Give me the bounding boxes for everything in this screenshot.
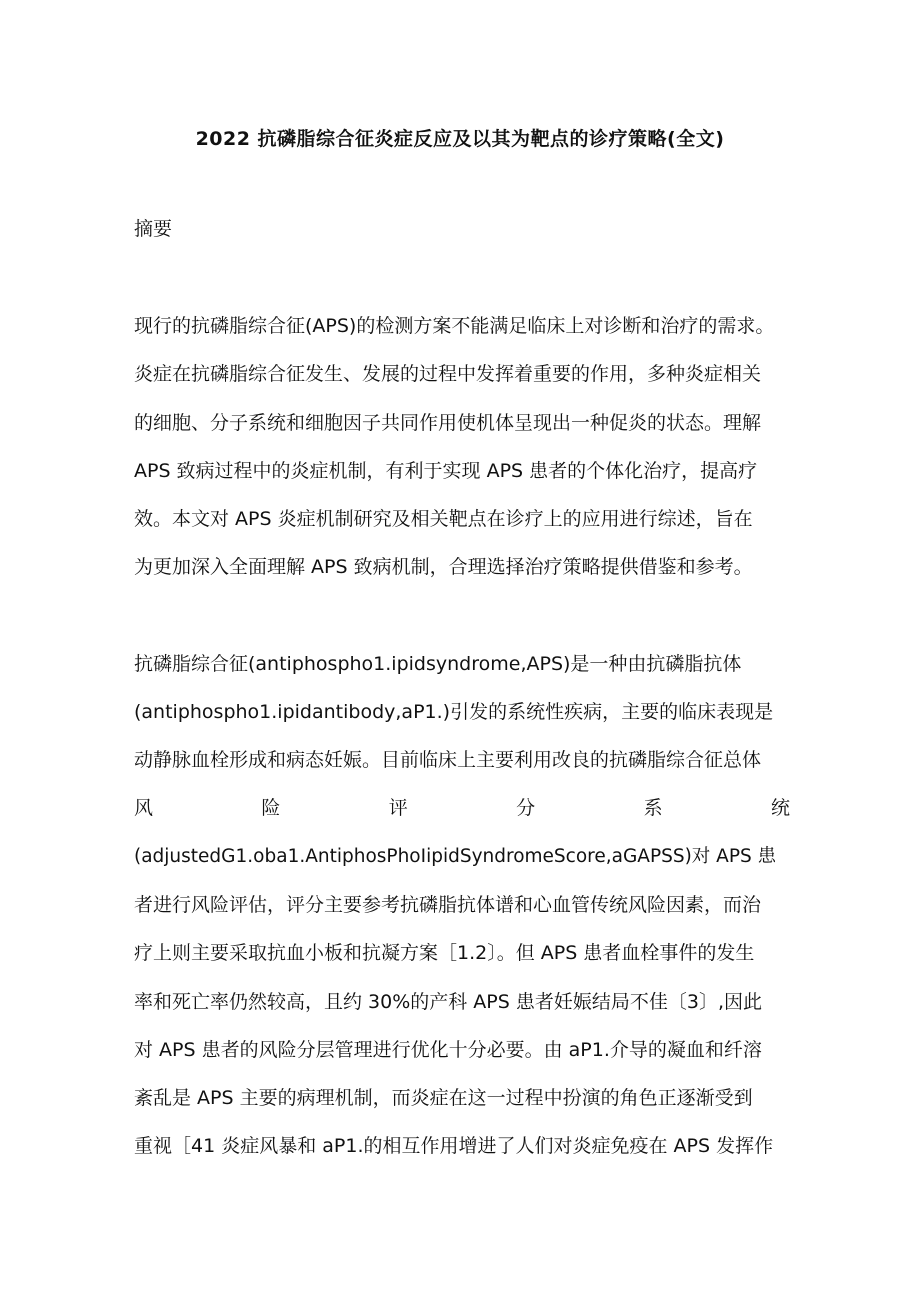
justified-word: 统 bbox=[770, 797, 790, 819]
paragraph-line: 现行的抗磷脂综合征(APS)的检测方案不能满足临床上对诊断和治疗的需求。 bbox=[134, 315, 775, 337]
paragraph-line: 为更加深入全面理解 APS 致病机制，合理选择治疗策略提供借鉴和参考。 bbox=[134, 556, 753, 578]
justified-word: 系 bbox=[643, 797, 663, 819]
paragraph-line: (adjustedG1.oba1.AntiphosPhoIipidSyndromeScore,aGAPSS)对 APS 患 bbox=[134, 846, 777, 867]
paragraph-line: 率和死亡率仍然较高，且约 30%的产科 APS 患者妊娠结局不佳〔3〕,因此 bbox=[134, 991, 762, 1013]
justified-word: 分 bbox=[516, 797, 536, 819]
paragraph-line: 对 APS 患者的风险分层管理进行优化十分必要。由 aP1.介导的凝血和纤溶 bbox=[134, 1039, 762, 1061]
paragraph-line: 效。本文对 APS 炎症机制研究及相关靶点在诊疗上的应用进行综述，旨在 bbox=[134, 508, 753, 530]
paragraph-line: 者进行风险评估，评分主要参考抗磷脂抗体谱和心血管传统风险因素，而治 bbox=[134, 894, 762, 916]
paragraph-line: 重视［41 炎症风暴和 aP1.的相互作用增进了人们对炎症免疫在 APS 发挥作 bbox=[134, 1135, 774, 1157]
paragraph-line: 抗磷脂综合征(antiphospho1.ipidsyndrome,APS)是一种由抗磷脂抗体 bbox=[134, 653, 742, 675]
paragraph-line: 炎症在抗磷脂综合征发生、发展的过程中发挥着重要的作用，多种炎症相关 bbox=[134, 363, 762, 385]
paragraph-line: APS 致病过程中的炎症机制，有利于实现 APS 患者的个体化治疗，提高疗 bbox=[134, 460, 758, 482]
justified-word: 评 bbox=[388, 797, 408, 819]
paragraph-line: (antiphospho1.ipidantibody,aP1.)引发的系统性疾病，主要的临床表现是 bbox=[134, 701, 774, 723]
justified-line bbox=[134, 796, 790, 820]
paragraph-line: 紊乱是 APS 主要的病理机制，而炎症在这一过程中扮演的角色正逐渐受到 bbox=[134, 1087, 753, 1109]
document-title: 2022 抗磷脂综合征炎症反应及以其为靶点的诊疗策略(全文) bbox=[195, 128, 725, 150]
paragraph-line: 动静脉血栓形成和病态妊娠。目前临床上主要利用改良的抗磷脂综合征总体 bbox=[134, 749, 762, 771]
justified-word: 险 bbox=[261, 797, 281, 819]
paragraph-line: 的细胞、分子系统和细胞因子共同作用使机体呈现出一种促炎的状态。理解 bbox=[134, 412, 762, 434]
abstract-heading: 摘要 bbox=[134, 218, 173, 240]
justified-word: 风 bbox=[134, 797, 154, 819]
paragraph-line: 疗上则主要采取抗血小板和抗凝方案［1.2〕。但 APS 患者血栓事件的发生 bbox=[134, 942, 755, 964]
